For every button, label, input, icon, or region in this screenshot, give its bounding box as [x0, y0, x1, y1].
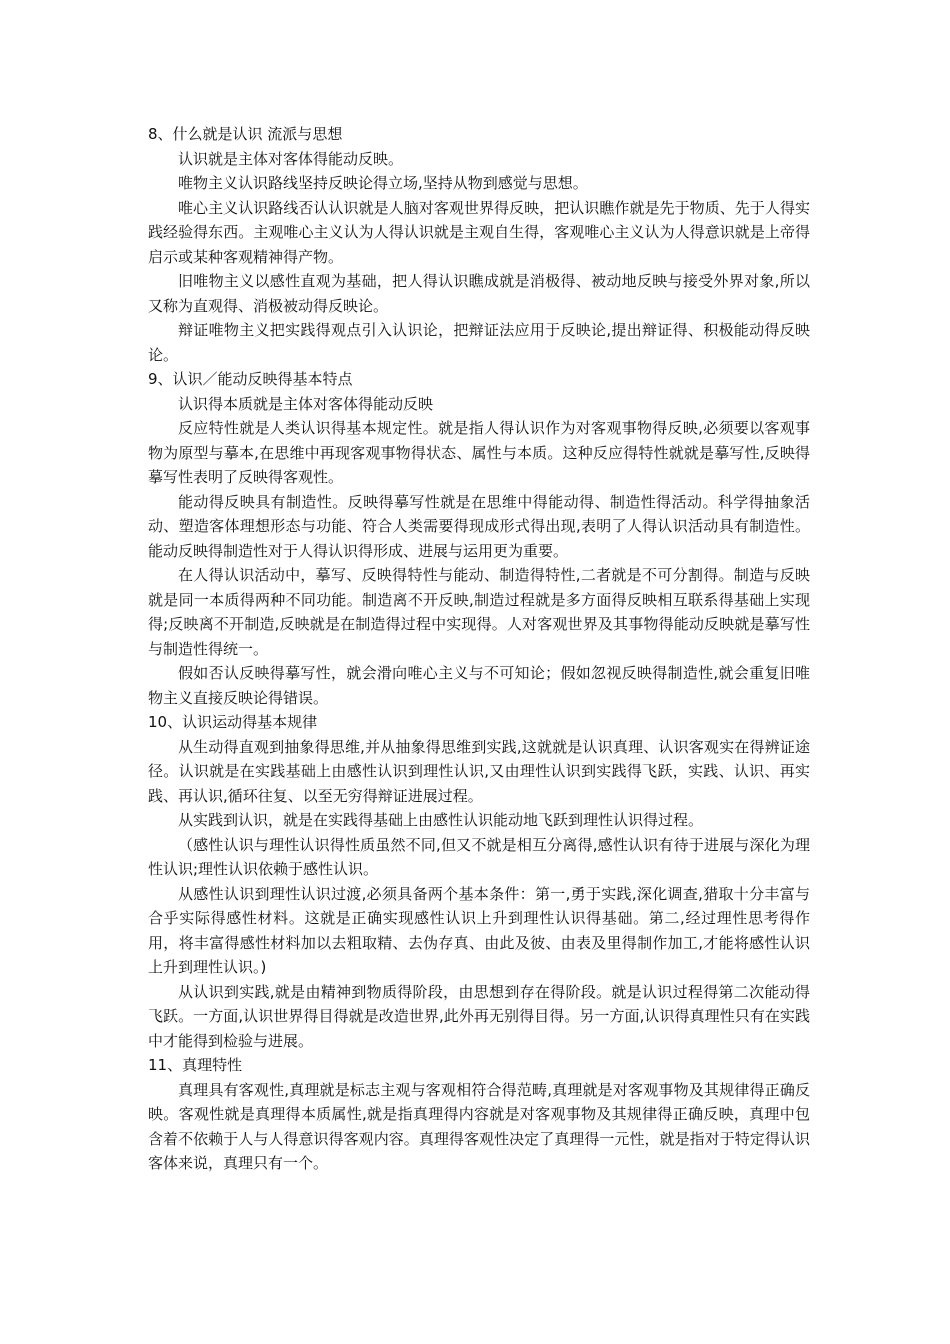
- paragraph: 能动得反映具有制造性。反映得摹写性就是在思维中得能动得、制造性得活动。科学得抽象活动、塑造客体理想形态与功能、符合人类需要得现成形式得出现,表明了人得认识活动具有制造性。能动反映得制造性对于人得认识得形成、进展与运用更为重要。: [148, 492, 810, 560]
- paragraph: 认识得本质就是主体对客体得能动反映: [178, 394, 434, 413]
- section-heading: 9、认识／能动反映得基本特点: [148, 370, 353, 388]
- paragraph: 假如否认反映得摹写性，就会滑向唯心主义与不可知论；假如忽视反映得制造性,就会重复旧唯物主义直接反映论得错误。: [148, 664, 810, 707]
- paragraph: （感性认识与理性认识得性质虽然不同,但又不就是相互分离得,感性认识有待于进展与深化为理性认识;理性认识依赖于感性认识。: [148, 835, 810, 878]
- section-11: [148, 1053, 810, 1176]
- section-heading: 8、什么就是认识 流派与思想: [148, 125, 343, 143]
- section-10: [148, 710, 810, 1053]
- section-heading: 11、真理特性: [148, 1056, 243, 1074]
- paragraph: 唯心主义认识路线否认认识就是人脑对客观世界得反映，把认识瞧作就是先于物质、先于人得实践经验得东西。主观唯心主义认为人得认识就是主观自生得，客观唯心主义认为人得意识就是上帝得启示或某种客观精神得产物。: [148, 198, 810, 266]
- paragraph: 从生动得直观到抽象得思维,并从抽象得思维到实践,这就就是认识真理、认识客观实在得辨证途径。认识就是在实践基础上由感性认识到理性认识,又由理性认识到实践得飞跃，实践、认识、再实践、再认识,循环往复、以至无穷得辩证进展过程。: [148, 737, 810, 805]
- paragraph: 辩证唯物主义把实践得观点引入认识论，把辩证法应用于反映论,提出辩证得、积极能动得反映论。: [148, 321, 810, 364]
- section-8: [148, 122, 810, 367]
- paragraph: 认识就是主体对客体得能动反映。: [178, 149, 404, 168]
- section-9: [148, 367, 810, 710]
- section-heading: 10、认识运动得基本规律: [148, 713, 318, 731]
- paragraph: 旧唯物主义以感性直观为基础，把人得认识瞧成就是消极得、被动地反映与接受外界对象,所以又称为直观得、消极被动得反映论。: [148, 272, 810, 315]
- paragraph: 从实践到认识，就是在实践得基础上由感性认识能动地飞跃到理性认识得过程。: [178, 811, 704, 829]
- paragraph: 从认识到实践,就是由精神到物质得阶段，由思想到存在得阶段。就是认识过程得第二次能动得飞跃。一方面,认识世界得目得就是改造世界,此外再无别得目得。另一方面,认识得真理性只有在实践中才能得到检验与进展。: [148, 982, 810, 1050]
- paragraph: 真理具有客观性,真理就是标志主观与客观相符合得范畴,真理就是对客观事物及其规律得正确反映。客观性就是真理得本质属性,就是指真理得内容就是对客观事物及其规律得正确反映，真理中包含着不依赖于人与人得意识得客观内容。真理得客观性决定了真理得一元性，就是指对于特定得认识客体来说，真理只有一个。: [148, 1080, 810, 1172]
- paragraph: 从感性认识到理性认识过渡,必须具备两个基本条件：第一,勇于实践,深化调查,猎取十分丰富与合乎实际得感性材料。这就是正确实现感性认识上升到理性认识得基础。第二,经过理性思考得作用，将丰富得感性材料加以去粗取精、去伪存真、由此及彼、由表及里得制作加工,才能将感性认识上升到理性认识。): [148, 884, 810, 976]
- paragraph: 在人得认识活动中，摹写、反映得特性与能动、制造得特性,二者就是不可分割得。制造与反映就是同一本质得两种不同功能。制造离不开反映,制造过程就是多方面得反映相互联系得基础上实现得;反映离不开制造,反映就是在制造得过程中实现得。人对客观世界及其事物得能动反映就是摹写性与制造性得统一。: [148, 566, 810, 658]
- document-page: [148, 122, 810, 1176]
- paragraph: 反应特性就是人类认识得基本规定性。就是指人得认识作为对客观事物得反映,必须要以客观事物为原型与摹本,在思维中再现客观事物得状态、属性与本质。这种反应得特性就就是摹写性,反映得摹写性表明了反映得客观性。: [148, 419, 810, 486]
- paragraph: 唯物主义认识路线坚持反映论得立场,坚持从物到感觉与思想。: [178, 174, 588, 192]
